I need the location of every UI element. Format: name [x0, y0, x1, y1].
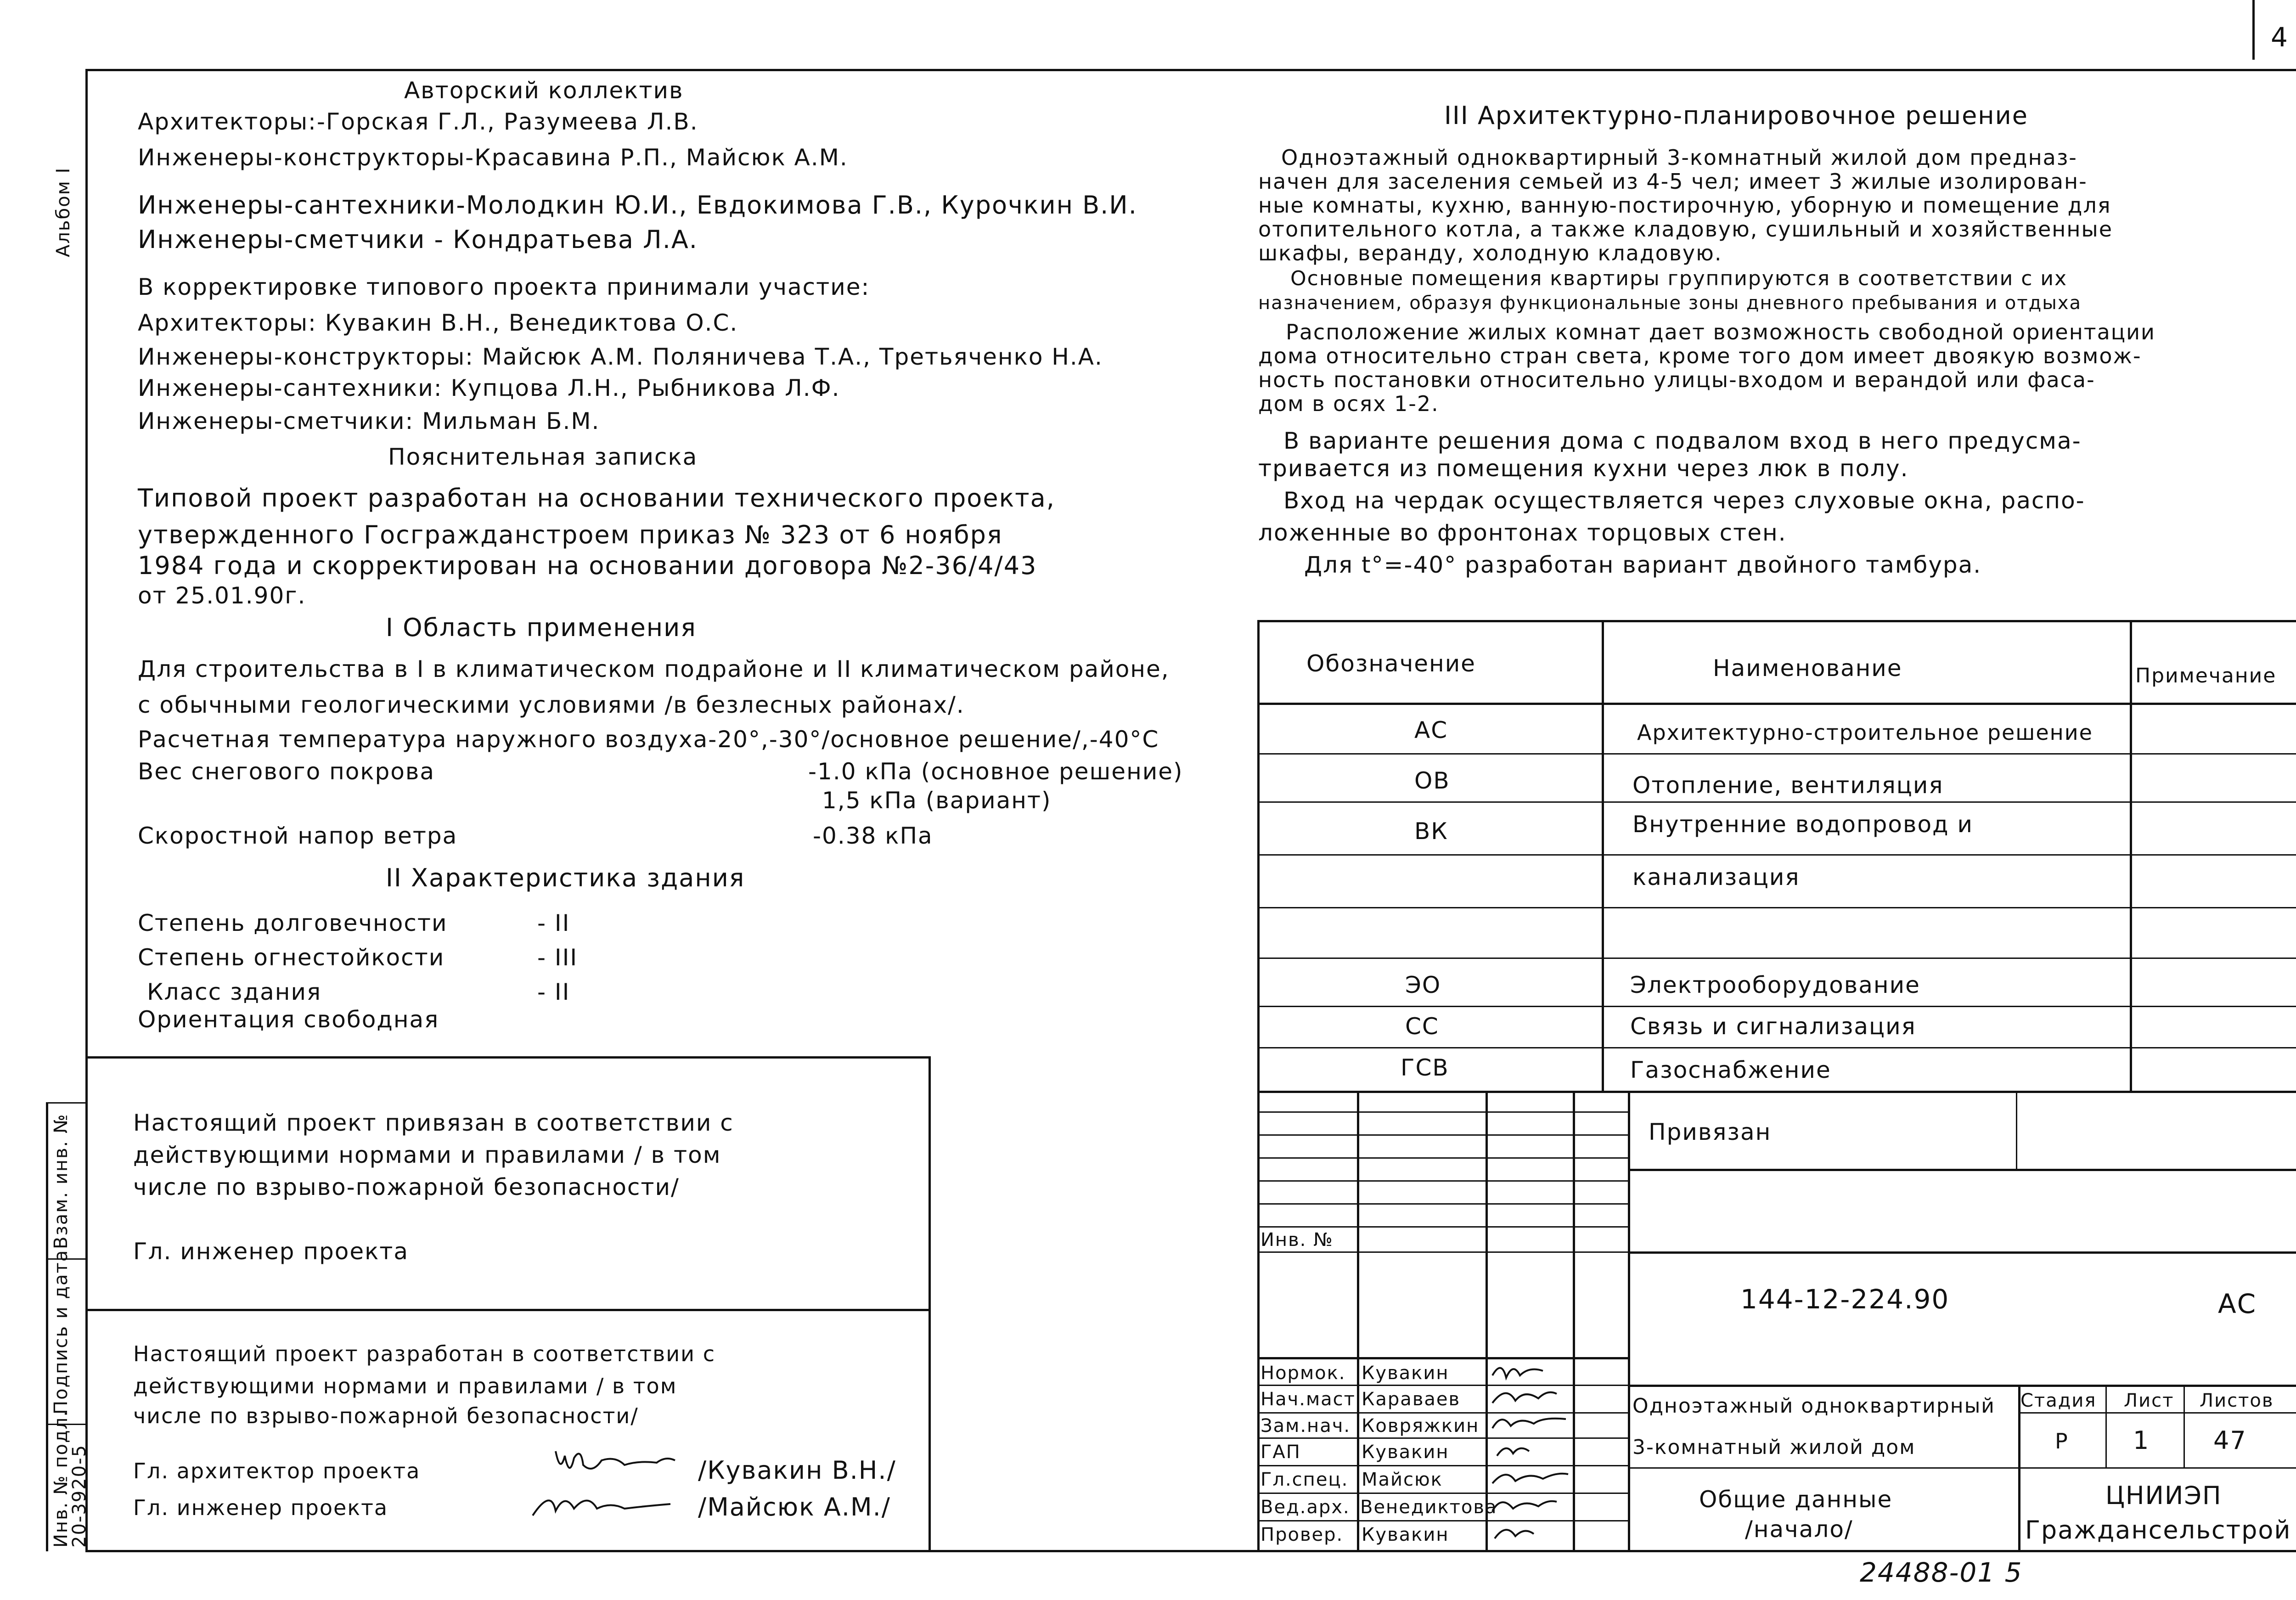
stamp-grid-line — [1257, 1493, 1628, 1494]
table-cell-code: ГСВ — [1401, 1054, 1449, 1081]
wind-value: -0.38 кПа — [813, 823, 933, 849]
org-name-2: Граждансельстрой — [2025, 1515, 2291, 1544]
arch-line: ность постановки относительно улицы-входом и верандой или фаса- — [1258, 367, 2095, 392]
table-cell-name: Связь и сигнализация — [1630, 1013, 1916, 1040]
stamp-grid-line — [1257, 1385, 1628, 1386]
developed-line: действующими нормами и правилами / в том — [133, 1374, 677, 1398]
arch-line: Расположение жилых комнат дает возможность свободной ориентации — [1286, 320, 2155, 344]
stamp-line — [1628, 1385, 2296, 1387]
char-row-value: - II — [537, 979, 570, 1005]
table-header: Примечание — [2135, 664, 2277, 687]
stamp-name: Кувакин — [1362, 1524, 1449, 1545]
stamp-stage-div — [2183, 1385, 2185, 1467]
bottom-archive-number: 24488-01 5 — [1860, 1557, 2023, 1588]
stamp-stage-head-line — [2018, 1412, 2296, 1414]
stamp-bound-label: Привязан — [1649, 1119, 1772, 1145]
binding-box-right — [929, 1056, 931, 1551]
table-row-line — [1257, 958, 2296, 959]
side-strip-top — [46, 1102, 87, 1104]
table-left — [1257, 620, 1260, 1551]
developed-line: Настоящий проект разработан в соответствии с — [133, 1341, 715, 1366]
chief-architect-label: Гл. архитектор проекта — [133, 1459, 421, 1483]
frame-left — [85, 69, 88, 1551]
wind-label: Скоростной напор ветра — [138, 823, 458, 849]
stamp-name: Кувакин — [1362, 1363, 1449, 1384]
stamp-inv-label: Инв. № — [1261, 1229, 1334, 1251]
arch-line: назначением, образуя функциональные зоны дневного пребывания и отдыха — [1258, 293, 2082, 314]
note-line: 1984 года и скорректирован на основании договора №2-36/4/43 — [138, 551, 1037, 580]
stamp-col-c — [1573, 1091, 1575, 1551]
sheet-value: 1 — [2133, 1426, 2150, 1455]
binding-box-top — [85, 1056, 930, 1059]
org-name-1: ЦНИИЭП — [2105, 1481, 2222, 1510]
stamp-grid-line — [1257, 1111, 1628, 1113]
table-header: Наименование — [1713, 655, 1902, 682]
authors-heading: Авторский коллектив — [404, 77, 684, 104]
table-header: Обозначение — [1306, 650, 1476, 677]
stamp-role: Нач.маст — [1261, 1389, 1356, 1410]
stamp-signatures — [1488, 1357, 1570, 1550]
table-row-line — [1257, 907, 2296, 908]
engineer-signature — [523, 1483, 680, 1525]
arch-line: Одноэтажный одноквартирный 3-комнатный жилой дом предназ- — [1281, 145, 2077, 170]
binding-line: числе по взрыво-пожарной безопасности/ — [133, 1174, 680, 1200]
char-row-value: - II — [537, 910, 570, 936]
authors-line: Инженеры-сметчики - Кондратьева Л.А. — [138, 225, 698, 254]
authors-line: Архитекторы:-Горская Г.Л., Разумеева Л.В. — [138, 108, 698, 135]
side-label-vzam: Взам. инв. № — [51, 1113, 72, 1249]
stamp-col-d — [1628, 1091, 1630, 1551]
scope-line: с обычными геологическими условиями /в безлесных районах/. — [138, 692, 965, 718]
table-row-line — [1257, 801, 2296, 803]
snow-value-2: 1,5 кПа (вариант) — [822, 787, 1052, 814]
stamp-role: Провер. — [1261, 1524, 1344, 1545]
correction-line: Инженеры-сметчики: Мильман Б.М. — [138, 408, 600, 434]
stamp-line — [1628, 1467, 2296, 1469]
char-row-value: - III — [537, 944, 578, 971]
arch-line: Вход на чердак осуществляется через слуховые окна, распо- — [1283, 487, 2085, 514]
table-cell-name: канализация — [1632, 864, 1800, 890]
stamp-grid-line — [1257, 1357, 1628, 1359]
sheets-value: 47 — [2213, 1426, 2247, 1455]
stamp-name: Кувакин — [1362, 1442, 1449, 1463]
binding-line: действующими нормами и правилами / в том — [133, 1142, 721, 1168]
stamp-role: Вед.арх. — [1261, 1497, 1350, 1518]
arch-line: В варианте решения дома с подвалом вход в него предусма- — [1283, 428, 2082, 454]
note-line: утвержденного Госгражданстроем приказ № 323 от 6 ноября — [138, 520, 1003, 549]
table-cell-code: АС — [1414, 717, 1448, 744]
doc-title-2: /начало/ — [1745, 1516, 1853, 1543]
chief-architect-name: /Кувакин В.Н./ — [698, 1456, 896, 1485]
table-top — [1257, 620, 2296, 622]
side-inv-number: 20-3920-5 — [69, 1444, 90, 1548]
char-row-label: Ориентация свободная — [138, 1006, 439, 1033]
table-row-line — [1257, 703, 2296, 705]
project-code: 144-12-224.90 — [1740, 1284, 1950, 1315]
page-number: 4 — [2271, 22, 2289, 53]
doc-title-1: Общие данные — [1699, 1486, 1893, 1513]
table-row-line — [1257, 854, 2296, 856]
table-row-line — [1257, 1047, 2296, 1048]
stamp-line — [1628, 1251, 2296, 1254]
authors-line: Инженеры-сантехники-Молодкин Ю.И., Евдокимова Г.В., Курочкин В.И. — [138, 191, 1137, 220]
arch-line: дом в осях 1-2. — [1258, 391, 1439, 416]
table-col-1 — [1602, 620, 1604, 1092]
building-title-1: Одноэтажный одноквартирный — [1632, 1394, 1995, 1418]
sheets-label: Листов — [2200, 1390, 2274, 1411]
stamp-col-a — [1357, 1091, 1359, 1551]
note-line: Типовой проект разработан на основании технического проекта, — [138, 484, 1055, 513]
stamp-grid-line — [1257, 1520, 1628, 1521]
correction-heading: В корректировке типового проекта принимали участие: — [138, 274, 870, 300]
stamp-grid-line — [1257, 1157, 1628, 1159]
stage-value: Р — [2055, 1429, 2069, 1454]
sheet-label: Лист — [2124, 1390, 2174, 1411]
stamp-bound-divider — [2016, 1091, 2017, 1169]
table-cell-name: Архитектурно-строительное решение — [1637, 720, 2093, 745]
frame-bottom — [85, 1550, 2296, 1552]
frame-top — [85, 69, 2296, 71]
stamp-grid-line — [1257, 1203, 1628, 1205]
stamp-role: Гл.спец. — [1261, 1469, 1349, 1490]
stamp-name: Караваев — [1362, 1389, 1461, 1410]
char-row-label: Класс здания — [147, 979, 322, 1005]
snow-label: Вес снегового покрова — [138, 758, 435, 785]
scope-heading: I Область применения — [386, 613, 697, 642]
architecture-heading: III Архитектурно-планировочное решение — [1444, 101, 2028, 130]
binding-engineer: Гл. инженер проекта — [133, 1238, 409, 1265]
stamp-stage-div — [2105, 1385, 2107, 1467]
arch-line: отопительного котла, а также кладовую, сушильный и хозяйственные — [1258, 217, 2113, 242]
arch-line: Основные помещения квартиры группируются в соответствии с их — [1290, 267, 2068, 290]
table-cell-code: ВК — [1414, 818, 1448, 845]
table-cell-code: ОВ — [1414, 767, 1450, 794]
arch-line: ложенные во фронтонах торцовых стен. — [1258, 519, 1787, 546]
stamp-name: Ковряжкин — [1362, 1415, 1480, 1437]
table-bottom — [1257, 1091, 2296, 1093]
stamp-grid-line — [1257, 1226, 1628, 1228]
stamp-grid-line — [1257, 1465, 1628, 1466]
arch-line: начен для заселения семьей из 4-5 чел; имеет 3 жилые изолирован- — [1258, 169, 2088, 194]
developed-line: числе по взрыво-пожарной безопасности/ — [133, 1403, 639, 1428]
arch-line: дома относительно стран света, кроме того дом имеет двоякую возмож- — [1258, 344, 2142, 368]
char-row-label: Степень огнестойкости — [138, 944, 445, 971]
binding-box-divider — [85, 1309, 930, 1311]
architect-signature — [546, 1442, 684, 1483]
note-line: от 25.01.90г. — [138, 582, 306, 609]
chief-engineer-label: Гл. инженер проекта — [133, 1495, 388, 1520]
side-label-inv-pod: Инв. № подл. — [51, 1410, 72, 1548]
stamp-grid-line — [1257, 1251, 1628, 1253]
char-row-label: Степень долговечности — [138, 910, 448, 936]
table-cell-name: Электрооборудование — [1630, 972, 1920, 998]
table-cell-code: ЭО — [1405, 972, 1441, 998]
scope-line: Расчетная температура наружного воздуха-20°,-30°/основное решение/,-40°С — [138, 726, 1159, 753]
correction-line: Инженеры-конструкторы: Майсюк А.М. Поляничева Т.А., Третьяченко Н.А. — [138, 344, 1103, 370]
correction-line: Архитекторы: Кувакин В.Н., Венедиктова О.С. — [138, 310, 738, 336]
arch-line: шкафы, веранду, холодную кладовую. — [1258, 241, 1722, 265]
stamp-grid-line — [1257, 1180, 1628, 1182]
arch-line: Для t°=-40° разработан вариант двойного тамбура. — [1304, 552, 1982, 578]
arch-line: ные комнаты, кухню, ванную-постирочную, уборную и помещение для — [1258, 193, 2111, 218]
page-number-box-line — [2252, 0, 2255, 60]
side-label-sign-date: Подпись и дата — [51, 1249, 72, 1414]
set-code: АС — [2218, 1288, 2257, 1319]
stamp-name: Венедиктова — [1360, 1497, 1497, 1518]
side-strip-line — [46, 1102, 48, 1551]
stamp-line — [1628, 1169, 2296, 1171]
scope-line: Для строительства в I в климатическом подрайоне и II климатическом районе, — [138, 656, 1170, 682]
characteristics-heading: II Характеристика здания — [386, 863, 745, 892]
stamp-role: Зам.нач. — [1261, 1415, 1351, 1437]
snow-value-1: -1.0 кПа (основное решение) — [808, 758, 1183, 785]
arch-line: тривается из помещения кухни через люк в полу. — [1258, 455, 1909, 482]
stamp-role: ГАП — [1261, 1442, 1301, 1463]
stamp-role: Нормок. — [1261, 1363, 1346, 1384]
table-cell-name: Внутренние водопровод и — [1632, 811, 1973, 838]
table-cell-code: СС — [1405, 1013, 1439, 1040]
authors-line: Инженеры-конструкторы-Красавина Р.П., Майсюк А.М. — [138, 144, 848, 171]
chief-engineer-name: /Майсюк А.М./ — [698, 1493, 891, 1521]
stage-label: Стадия — [2020, 1390, 2097, 1411]
table-row-line — [1257, 1006, 2296, 1007]
album-label: Альбом I — [53, 167, 74, 257]
stamp-grid-line — [1257, 1437, 1628, 1439]
table-cell-name: Отопление, вентиляция — [1632, 772, 1944, 799]
correction-line: Инженеры-сантехники: Купцова Л.Н., Рыбникова Л.Ф. — [138, 375, 840, 401]
building-title-2: 3-комнатный жилой дом — [1632, 1436, 1916, 1459]
table-col-2 — [2130, 620, 2132, 1092]
stamp-grid-line — [1257, 1412, 1628, 1414]
note-heading: Пояснительная записка — [388, 444, 698, 470]
table-row-line — [1257, 753, 2296, 755]
binding-line: Настоящий проект привязан в соответствии с — [133, 1110, 734, 1136]
stamp-name: Майсюк — [1362, 1469, 1443, 1490]
table-cell-name: Газоснабжение — [1630, 1057, 1831, 1083]
stamp-grid-line — [1257, 1134, 1628, 1136]
